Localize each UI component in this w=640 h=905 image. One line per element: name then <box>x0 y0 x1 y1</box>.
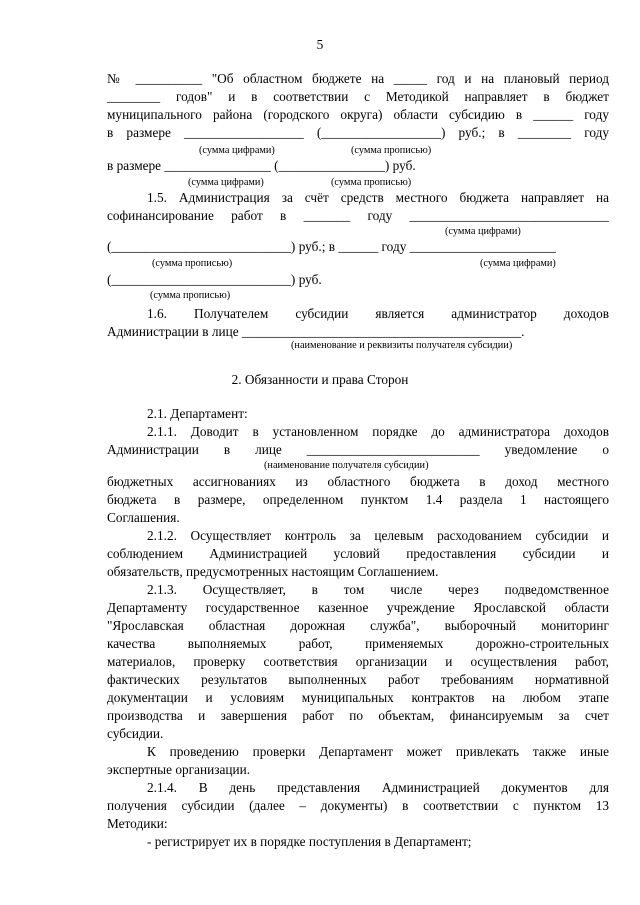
text-line: (___________________________) руб.; в ______ году ______________________ <box>107 239 556 254</box>
text-line: Администрации в лице __________________________ уведомление о <box>107 442 609 457</box>
text-line: субсидии. <box>107 726 164 741</box>
text-line: материалов, проверку соответствия организации и осуществления работ, <box>107 654 609 669</box>
page-number: 5 <box>316 37 324 52</box>
text-line: № __________ "Об областном бюджете на _____ год и на плановый период <box>107 71 609 86</box>
text-line: Методики: <box>107 816 168 831</box>
text-line: "Ярославская областная дорожная служба", выборочный мониторинг <box>107 618 609 633</box>
caption-amount-digits: (сумма цифрами) <box>199 145 275 156</box>
caption-amount-digits: (сумма цифрами) <box>480 258 556 269</box>
caption-amount-words: (сумма прописью) <box>351 145 432 156</box>
paragraph-2-1-2: 2.1.2. Осуществляет контроль за целевым расходованием субсидии и <box>147 528 609 543</box>
text-line: в размере __________________ (__________________) руб.; в ________ году <box>107 125 609 140</box>
text-line: муниципального района (городского округа) области субсидию в ______ году <box>107 107 609 122</box>
paragraph-2-1-3: 2.1.3. Осуществляет, в том числе через подведомственное <box>147 582 609 597</box>
text-line: производства и завершения работ по объектам, финансируемым за счет <box>107 708 609 723</box>
list-item: - регистрирует их в порядке поступления в Департамент; <box>147 834 472 849</box>
caption-amount-digits: (сумма цифрами) <box>188 177 264 188</box>
text-line: бюджетных ассигнованиях из областного бюджета в доход местного <box>107 474 609 489</box>
paragraph-2-1-1: 2.1.1. Доводит в установленном порядке до администратора доходов <box>147 424 609 439</box>
caption-amount-words: (сумма прописью) <box>152 258 233 269</box>
paragraph-1-6: 1.6. Получателем субсидии является администратор доходов <box>147 306 609 321</box>
caption-amount-words: (сумма прописью) <box>150 290 231 301</box>
paragraph-2-1-4: 2.1.4. В день представления Администрацией документов для <box>147 780 609 795</box>
text-line: ________ годов" и в соответствии с Методикой направляет в бюджет <box>107 89 609 104</box>
text-line: документации и условиям муниципальных контрактов на любом этапе <box>107 690 609 705</box>
text-line: Соглашения. <box>107 510 180 525</box>
text-line: качества выполняемых работ, применяемых дорожно-строительных <box>107 636 609 651</box>
paragraph-inspection: К проведению проверки Департамент может привлекать также иные <box>147 744 609 759</box>
section-heading: 2. Обязанности и права Сторон <box>231 372 409 387</box>
text-line: получения субсидии (далее – документы) в соответствии с пунктом 13 <box>107 798 609 813</box>
caption-amount-digits: (сумма цифрами) <box>445 226 521 237</box>
text-line: обязательств, предусмотренных настоящим Соглашением. <box>107 564 439 579</box>
caption-recipient-name: (наименование получателя субсидии) <box>264 460 429 471</box>
text-line: софинансирование работ в _______ году ______________________________ <box>107 208 609 223</box>
paragraph-2-1: 2.1. Департамент: <box>147 406 248 421</box>
text-line: соблюдением Администрацией условий предоставления субсидии и <box>107 546 609 561</box>
text-line: (___________________________) руб. <box>107 272 322 287</box>
text-line: Администрации в лице __________________________________________. <box>107 324 525 339</box>
text-line: Департаменту государственное казенное учреждение Ярославской области <box>107 600 609 615</box>
text-line: фактических результатов выполненных работ требованиям нормативной <box>107 672 609 687</box>
text-line: бюджета в размере, определенном пунктом 1.4 раздела 1 настоящего <box>107 492 609 507</box>
text-line: экспертные организации. <box>107 762 251 777</box>
caption-amount-words: (сумма прописью) <box>331 177 412 188</box>
caption-recipient-details: (наименование и реквизиты получателя субсидии) <box>291 340 513 351</box>
paragraph-1-5: 1.5. Администрация за счёт средств местного бюджета направляет на <box>147 190 609 205</box>
text-line: в размере ________________ (________________) руб. <box>107 158 416 173</box>
